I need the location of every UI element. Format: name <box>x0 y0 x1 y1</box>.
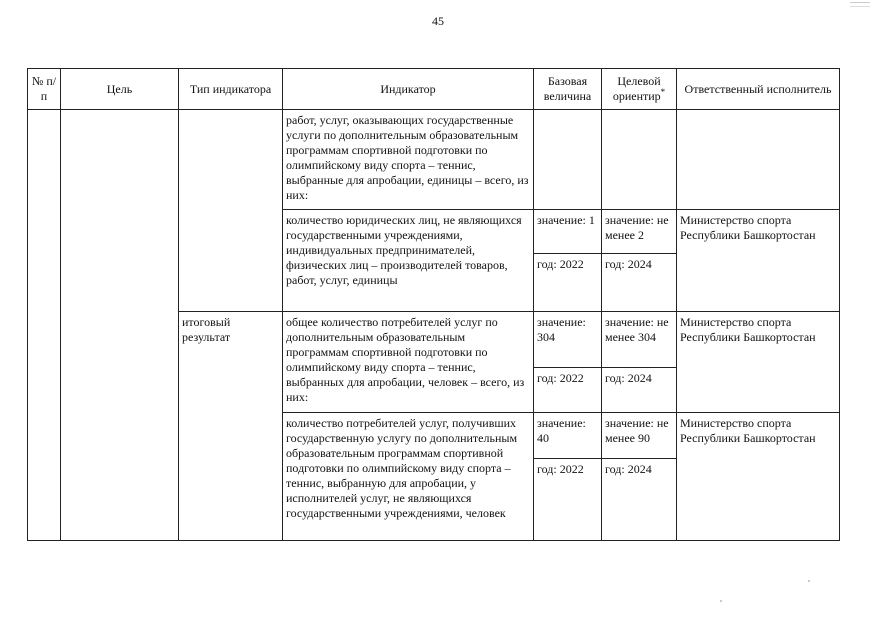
cell-target-value: значение: не менее 90 <box>602 413 677 459</box>
cell-target-year: год: 2024 <box>602 254 677 312</box>
header-target-label: Целевой ориентир <box>612 74 661 103</box>
cell-base-year: год: 2022 <box>534 459 602 541</box>
cell-base-value: значение: 1 <box>534 210 602 254</box>
indicators-table <box>27 68 840 541</box>
cell-target-year: год: 2024 <box>602 368 677 413</box>
table-row <box>28 110 840 210</box>
cell-target-value: значение: не менее 2 <box>602 210 677 254</box>
cell-base-value: значение: 304 <box>534 312 602 368</box>
cell-responsible <box>677 110 840 210</box>
scan-mark <box>850 2 870 7</box>
table-header-row <box>28 69 840 110</box>
cell-target <box>602 110 677 210</box>
cell-base-year: год: 2022 <box>534 254 602 312</box>
cell-indicator: количество юридических лиц, не являющихся государственными учреждениями, индивидуальных предпринимателей, физических лиц – производителей товаров, работ, услуг, единицы <box>283 210 534 312</box>
cell-indicator: общее количество потребителей услуг по дополнительным образовательным программам спортивной подготовки по олимпийскому виду спорта – теннис, выбранных для апробации, человек – всего, из них: <box>283 312 534 413</box>
cell-base-year: год: 2022 <box>534 368 602 413</box>
page-number: 45 <box>432 14 444 28</box>
header-num: № п/п <box>28 69 61 110</box>
header-responsible: Ответственный исполнитель <box>677 69 840 110</box>
scan-speck <box>720 600 722 602</box>
header-indicator: Индикатор <box>283 69 534 110</box>
cell-num <box>28 110 61 541</box>
cell-base-value: значение: 40 <box>534 413 602 459</box>
cell-indicator: работ, услуг, оказывающих государственные услуги по дополнительным образовательным программам спортивной подготовки по олимпийскому виду спорта – теннис, выбранные для апробации, единицы – всего, из них: <box>283 110 534 210</box>
cell-indicator: количество потребителей услуг, получивших государственную услугу по дополнительным образовательным программам спортивной подготовки по олимпийскому виду спорта – теннис, выбранную для апробации, у исполнителей услуг, не являющихся государственными учреждениями, человек <box>283 413 534 541</box>
header-type: Тип индикатора <box>179 69 283 110</box>
cell-goal <box>61 110 179 541</box>
header-base: Базовая величина <box>534 69 602 110</box>
cell-type <box>179 110 283 312</box>
header-goal: Цель <box>61 69 179 110</box>
cell-responsible: Министерство спорта Республики Башкортостан <box>677 210 840 312</box>
cell-responsible: Министерство спорта Республики Башкортостан <box>677 312 840 413</box>
cell-target-value: значение: не менее 304 <box>602 312 677 368</box>
cell-base <box>534 110 602 210</box>
cell-target-year: год: 2024 <box>602 459 677 541</box>
header-target-mark: * <box>660 87 666 97</box>
cell-type: итоговый результат <box>179 312 283 541</box>
cell-responsible: Министерство спорта Республики Башкортостан <box>677 413 840 541</box>
scan-speck <box>808 580 810 582</box>
header-target <box>602 69 677 110</box>
